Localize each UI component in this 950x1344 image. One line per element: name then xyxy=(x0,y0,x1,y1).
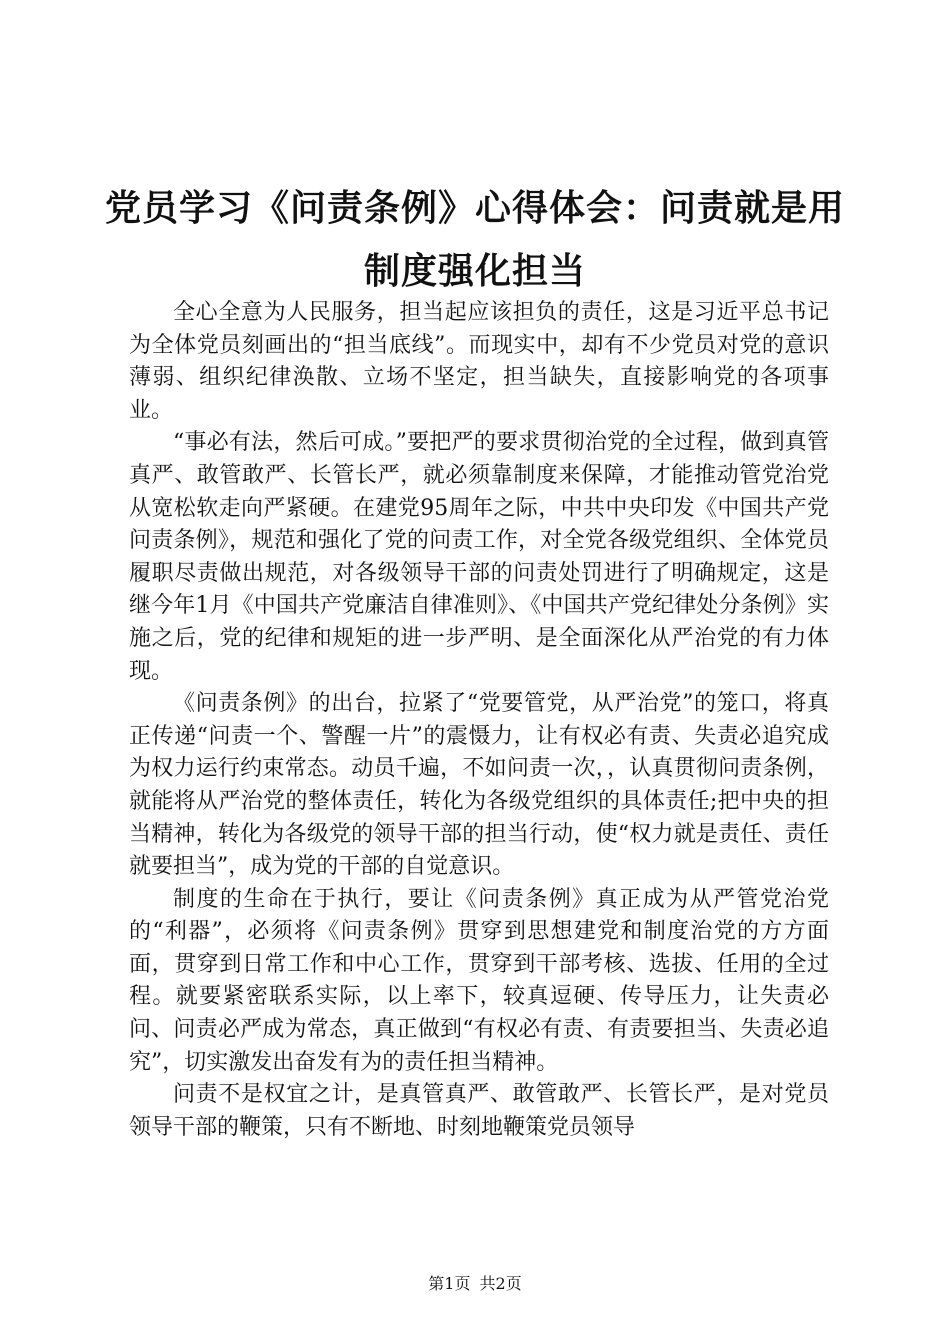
paragraph-2: “事必有法，然后可成。”要把严的要求贯彻治党的全过程，做到真管真严、敢管敢严、长管长严，就必须靠制度来保障，才能推动管党治党从宽松软走向严紧硬。在建党95周年之际，中共中央印发《中国共产党问责条例》，规范和强化了党的问责工作，对全党各级党组织、全体党员履职尽责做出规范，对各级领导干部的问责处罚进行了明确规定，这是继今年1月《中国共产党廉洁自律准则》、《中国共产党纪律处分条例》实施之后，党的纪律和规矩的进一步严明、是全面深化从严治党的有力体现。 xyxy=(129,430,829,684)
page-number-total: 共2页 xyxy=(479,1274,522,1293)
document-title-line-1: 党员学习《问责条例》心得体会：问责就是用 xyxy=(104,188,845,229)
paragraph-1: 全心全意为人民服务，担当起应该担负的责任，这是习近平总书记为全体党员刻画出的“担当底线”。而现实中，却有不少党员对党的意识薄弱、组织纪律涣散、立场不坚定，担当缺失，直接影响党的各项事业。 xyxy=(129,300,829,423)
page-footer xyxy=(0,1274,950,1294)
paragraph-5: 问责不是权宜之计，是真管真严、敢管敢严、长管长严，是对党员领导干部的鞭策，只有不断地、时刻地鞭策党员领导 xyxy=(129,1082,829,1140)
page-number-current: 第1页 xyxy=(428,1274,471,1293)
document-title-line-2: 制度强化担当 xyxy=(363,251,586,292)
paragraph-4: 制度的生命在于执行，要让《问责条例》真正成为从严管党治党的“利器”，必须将《问责条例》贯穿到思想建党和制度治党的方方面面，贯穿到日常工作和中心工作，贯穿到干部考核、选拔、任用的全过程。就要紧密联系实际，以上率下，较真逗硬、传导压力，让失责必问、问责必严成为常态，真正做到“有权必有责、有责要担当、失责必追究”，切实激发出奋发有为的责任担当精神。 xyxy=(129,886,829,1075)
paragraph-3: 《问责条例》的出台，拉紧了“党要管党，从严治党”的笼口，将真正传递“问责一个、警醒一片”的震慑力，让有权必有责、失责必追究成为权力运行约束常态。动员千遍，不如问责一次，，认真贯彻问责条例，就能将从严治党的整体责任，转化为各级党组织的具体责任;把中央的担当精神，转化为各级党的领导干部的担当行动，使“权力就是责任、责任就要担当”，成为党的干部的自觉意识。 xyxy=(129,691,829,880)
document-body xyxy=(129,297,829,1144)
